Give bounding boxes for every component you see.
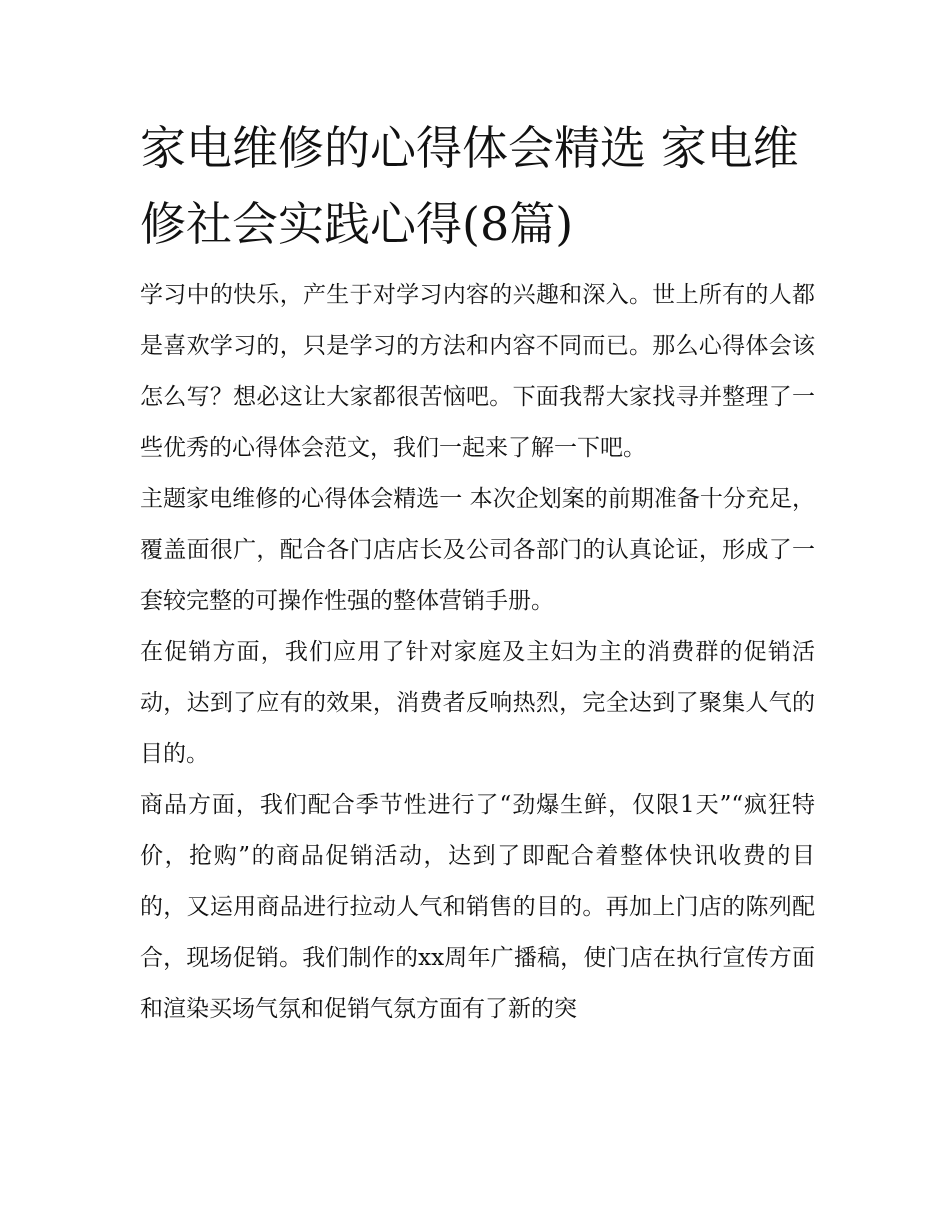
paragraph-intro: 学习中的快乐，产生于对学习内容的兴趣和深入。世上所有的人都是喜欢学习的，只是学习的方法和内容不同而已。那么心得体会该怎么写？想必这让大家都很苦恼吧。下面我帮大家找寻并整理了一些优秀的心得体会范文，我们一起来了解一下吧。 (140, 282, 815, 461)
paragraph-topic-one: 主题家电维修的心得体会精选一 本次企划案的前期准备十分充足，覆盖面很广，配合各门店店长及公司各部门的认真论证，形成了一套较完整的可操作性强的整体营销手册。 (140, 486, 815, 614)
paragraph-merchandise: 商品方面，我们配合季节性进行了“劲爆生鲜，仅限1天”“疯狂特价，抢购”的商品促销活动，达到了即配合着整体快讯收费的目的，又运用商品进行拉动人气和销售的目的。再加上门店的陈列配合，现场促销。我们制作的xx周年广播稿，使门店在执行宣传方面和渲染买场气氛和促销气氛方面有了新的突 (140, 792, 815, 1022)
document-title: 家电维修的心得体会精选 家电维修社会实践心得(8篇) (140, 121, 799, 251)
paragraph-promotion: 在促销方面，我们应用了针对家庭及主妇为主的消费群的促销活动，达到了应有的效果，消费者反响热烈，完全达到了聚集人气的目的。 (140, 639, 815, 767)
document-page (140, 110, 815, 1035)
